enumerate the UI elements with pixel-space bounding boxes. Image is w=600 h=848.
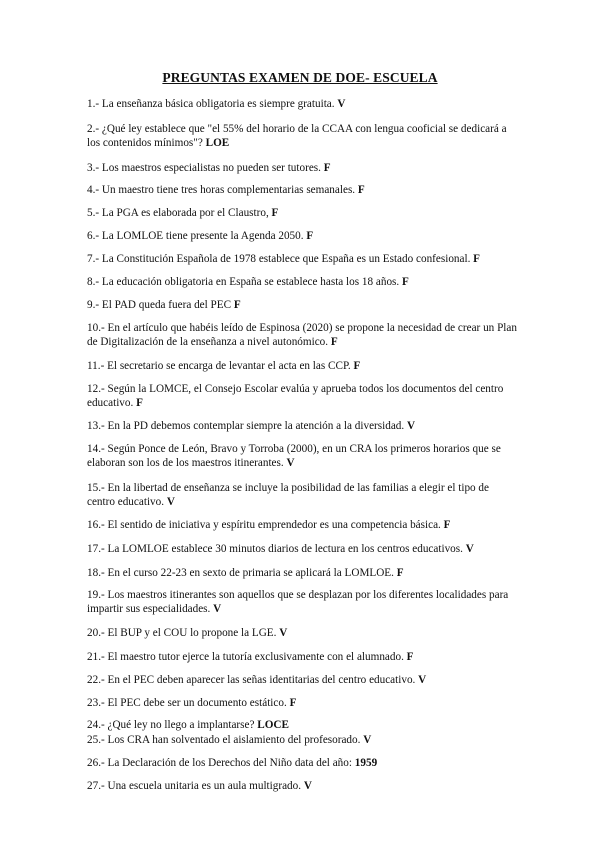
question-item: 26.- La Declaración de los Derechos del Niño data del año: 1959 <box>87 757 378 769</box>
question-item: 23.- El PEC debe ser un documento estático. F <box>87 697 297 709</box>
answer: LOE <box>205 137 230 150</box>
question-item: 8.- La educación obligatoria en España se establece hasta los 18 años. F <box>87 276 409 288</box>
question-item: 17.- La LOMLOE establece 30 minutos diarios de lectura en los centros educativos. V <box>87 543 474 555</box>
answer: V <box>286 457 295 470</box>
answer: F <box>443 519 451 531</box>
question-item: 11.- El secretario se encarga de levantar el acta en las CCP. F <box>87 360 361 372</box>
question-item: 19.- Los maestros itinerantes son aquellos que se desplazan por los diferentes localidades para impartir sus especialidades. V <box>87 589 509 616</box>
answer: F <box>406 651 414 663</box>
question-item: 24.- ¿Qué ley no llego a implantarse? LOCE <box>87 719 289 731</box>
question-item: 9.- El PAD queda fuera del PEC F <box>87 299 241 311</box>
question-item: 10.- En el artículo que habéis leído de Espinosa (2020) se propone la necesidad de crear un Plan de Digitalización de la enseñanza a nivel autonómico. F <box>87 322 517 349</box>
answer: F <box>357 184 365 196</box>
answer: F <box>396 567 404 579</box>
question-item: 7.- La Constitución Española de 1978 establece que España es un Estado confesional. F <box>87 253 481 265</box>
page-title: PREGUNTAS EXAMEN DE DOE- ESCUELA <box>162 70 438 85</box>
question-item: 12.- Según la LOMCE, el Consejo Escolar evalúa y aprueba todos los documentos del centro educativo. F <box>87 383 504 410</box>
answer: F <box>136 397 143 410</box>
answer: F <box>402 276 409 288</box>
answer: V <box>407 420 416 432</box>
question-item: 6.- La LOMLOE tiene presente la Agenda 2050. F <box>87 230 314 242</box>
question-item: 21.- El maestro tutor ejerce la tutoría exclusivamente con el alumnado. F <box>87 651 414 663</box>
answer: F <box>271 207 279 219</box>
answer: F <box>289 697 297 709</box>
answer: F <box>473 253 481 265</box>
question-item: 20.- El BUP y el COU lo propone la LGE. V <box>87 627 288 639</box>
answer: V <box>166 496 175 509</box>
answer: F <box>353 360 361 372</box>
answer: V <box>418 674 427 686</box>
answer: V <box>337 98 346 110</box>
answer: F <box>306 230 314 242</box>
question-item: 22.- En el PEC deben aparecer las señas identitarias del centro educativo. V <box>87 674 427 686</box>
question-item: 13.- En la PD debemos contemplar siempre la atención a la diversidad. V <box>87 420 416 432</box>
question-item: 2.- ¿Qué ley establece que "el 55% del horario de la CCAA con lengua cooficial se dedicará a los contenidos mínimos"? LOE <box>87 123 507 150</box>
question-item: 5.- La PGA es elaborada por el Claustro, F <box>87 207 279 219</box>
question-item: 16.- El sentido de iniciativa y espíritu emprendedor es una competencia básica. F <box>87 519 451 531</box>
answer: F <box>323 162 331 174</box>
answer: F <box>330 336 338 349</box>
question-item: 27.- Una escuela unitaria es un aula multigrado. V <box>87 780 312 792</box>
question-item: 4.- Un maestro tiene tres horas complementarias semanales. F <box>87 184 365 196</box>
question-item: 14.- Según Ponce de León, Bravo y Torroba (2000), en un CRA los primeros horarios que se elaboran son los de los maestros itinerantes. V <box>87 443 501 470</box>
answer: V <box>213 603 222 616</box>
answer: F <box>233 299 241 311</box>
answer: LOCE <box>257 719 289 731</box>
answer: V <box>303 780 312 792</box>
question-item: 25.- Los CRA han solventado el aislamiento del profesorado. V <box>87 734 372 746</box>
answer: V <box>465 543 474 555</box>
answer: V <box>279 627 288 639</box>
question-item: 15.- En la libertad de enseñanza se incluye la posibilidad de las familias a elegir el tipo de centro educativo. V <box>87 482 489 509</box>
question-item: 1.- La enseñanza básica obligatoria es siempre gratuita. V <box>87 98 346 110</box>
question-item: 3.- Los maestros especialistas no pueden ser tutores. F <box>87 162 331 174</box>
question-item: 18.- En el curso 22-23 en sexto de primaria se aplicará la LOMLOE. F <box>87 567 404 579</box>
answer: 1959 <box>354 757 378 769</box>
answer: V <box>363 734 372 746</box>
